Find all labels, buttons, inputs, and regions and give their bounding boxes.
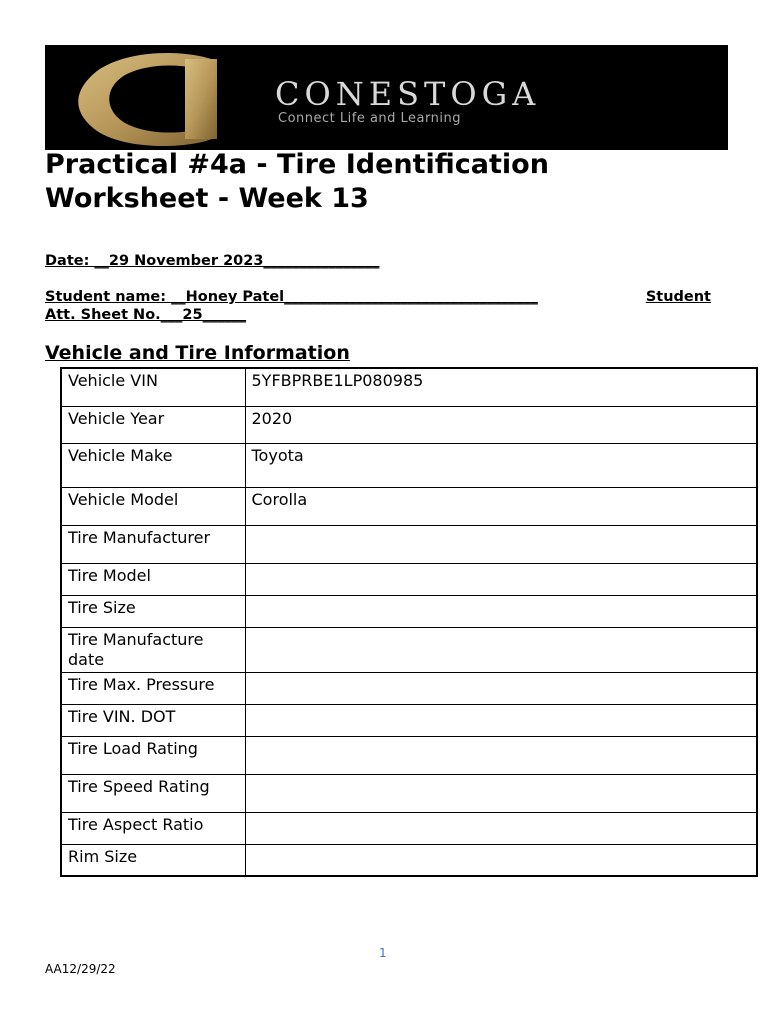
row-label: Tire Manufacturer: [61, 525, 245, 563]
row-value: [245, 812, 757, 844]
row-value: [245, 704, 757, 736]
student-name-text: Student name: __Honey Patel___________________________________: [45, 289, 538, 305]
row-value: [245, 672, 757, 704]
vehicle-tire-table: [60, 367, 758, 877]
date-line: Date: __29 November 2023________________: [45, 253, 380, 269]
row-label: Tire Max. Pressure: [61, 672, 245, 704]
table-row: [61, 672, 757, 704]
row-value: [245, 844, 757, 876]
row-value: Toyota: [245, 443, 757, 487]
table-row: [61, 812, 757, 844]
section-heading: Vehicle and Tire Information: [45, 342, 350, 364]
table-row: [61, 406, 757, 443]
row-label: Vehicle Make: [61, 443, 245, 487]
row-value: Corolla: [245, 487, 757, 525]
row-label: Tire Aspect Ratio: [61, 812, 245, 844]
row-value: [245, 627, 757, 672]
brand-tagline: Connect Life and Learning: [278, 111, 461, 126]
table-row: [61, 595, 757, 627]
row-label: Tire Speed Rating: [61, 774, 245, 812]
student-name-line: [45, 288, 711, 306]
row-value: 2020: [245, 406, 757, 443]
student-label-text: Student: [645, 289, 711, 305]
table-row: [61, 736, 757, 774]
footer-code: AA12/29/22: [45, 962, 116, 976]
row-value: [245, 563, 757, 595]
row-label: Tire Model: [61, 563, 245, 595]
table-row: [61, 525, 757, 563]
row-label: Tire Size: [61, 595, 245, 627]
row-label: Vehicle VIN: [61, 368, 245, 406]
row-value: [245, 595, 757, 627]
table-row: [61, 704, 757, 736]
conestoga-logo-icon: [67, 51, 227, 147]
att-sheet-line: Att. Sheet No.___25______: [45, 307, 247, 323]
row-value: [245, 774, 757, 812]
table-row: [61, 844, 757, 876]
table-row: [61, 774, 757, 812]
row-label: Vehicle Model: [61, 487, 245, 525]
row-label: Vehicle Year: [61, 406, 245, 443]
row-label: Tire Manufacture date: [61, 627, 245, 672]
table-row: [61, 368, 757, 406]
table-row: [61, 627, 757, 672]
table-row: [61, 487, 757, 525]
page-number: 1: [379, 946, 387, 960]
row-label: Tire VIN. DOT: [61, 704, 245, 736]
page-title: Practical #4a - Tire Identification Worksheet - Week 13: [45, 149, 549, 214]
table-row: [61, 563, 757, 595]
conestoga-banner: [45, 45, 728, 150]
brand-name: CONESTOGA: [275, 75, 541, 113]
row-value: 5YFBPRBE1LP080985: [245, 368, 757, 406]
row-value: [245, 525, 757, 563]
table-row: [61, 443, 757, 487]
row-value: [245, 736, 757, 774]
row-label: Tire Load Rating: [61, 736, 245, 774]
row-label: Rim Size: [61, 844, 245, 876]
